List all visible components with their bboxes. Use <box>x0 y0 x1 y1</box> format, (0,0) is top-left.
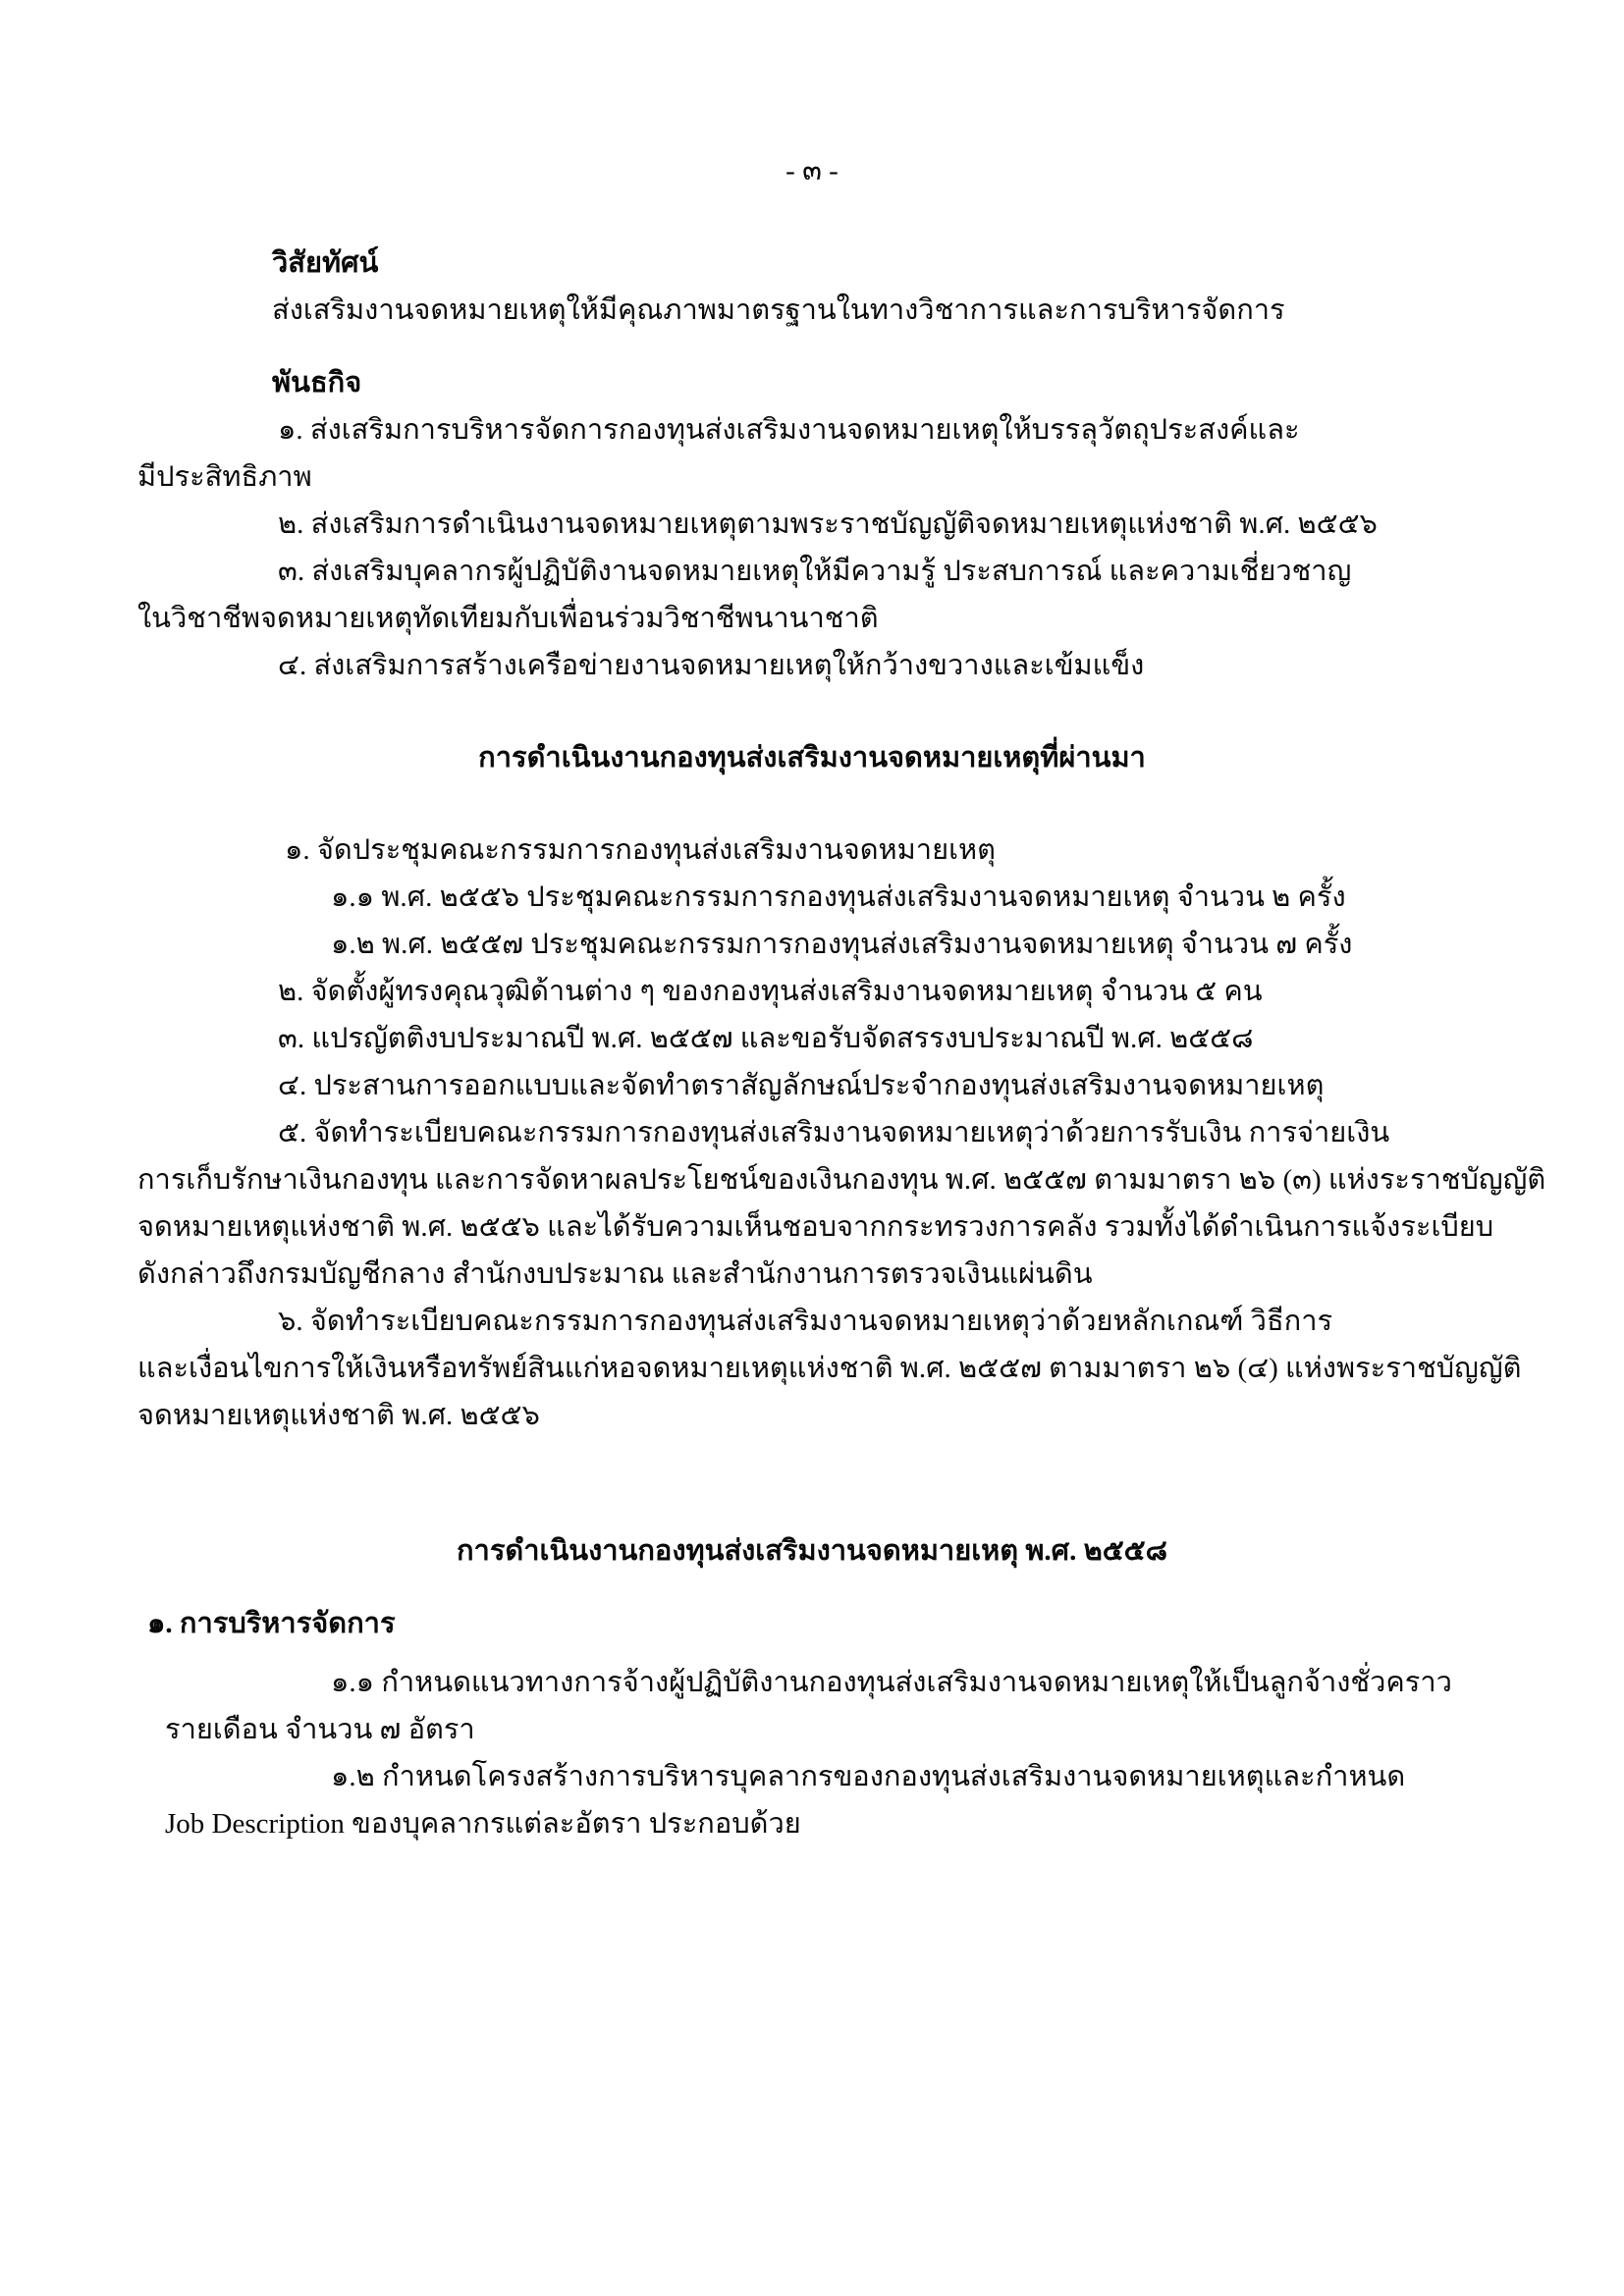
mission-item-4: ๔. ส่งเสริมการสร้างเครือข่ายงานจดหมายเหตุให้กว้างขวางและเข้มแข็ง <box>278 650 1145 681</box>
vision-heading: วิสัยทัศน์ <box>272 247 379 279</box>
past-item-5-cont-2: จดหมายเหตุแห่งชาติ พ.ศ. ๒๕๕๖ และได้รับความเห็นชอบจากกระทรวงการคลัง รวมทั้งได้ดำเนินการแจ้งระเบียบ <box>137 1211 1494 1243</box>
management-item-1-1: ๑.๑ กำหนดแนวทางการจ้างผู้ปฏิบัติงานกองทุนส่งเสริมงานจดหมายเหตุให้เป็นลูกจ้างชั่วคราว <box>331 1667 1452 1698</box>
management-heading: ๑. การบริหารจัดการ <box>147 1608 396 1639</box>
mission-item-3: ๓. ส่งเสริมบุคลากรผู้ปฏิบัติงานจดหมายเหตุให้มีความรู้ ประสบการณ์ และความเชี่ยวชาญ <box>278 556 1352 587</box>
past-operations-heading: การดำเนินงานกองทุนส่งเสริมงานจดหมายเหตุที่ผ่านมา <box>478 742 1146 774</box>
mission-item-1-cont: มีประสิทธิภาพ <box>137 461 312 493</box>
past-item-3: ๓. แปรญัตติงบประมาณปี พ.ศ. ๒๕๕๗ และขอรับจัดสรรงบประมาณปี พ.ศ. ๒๕๕๘ <box>278 1023 1254 1054</box>
past-item-6-cont-1: และเงื่อนไขการให้เงินหรือทรัพย์สินแก่หอจดหมายเหตุแห่งชาติ พ.ศ. ๒๕๕๗ ตามมาตรา ๒๖ (๔) แห่งพระราชบัญญัติ <box>137 1353 1522 1384</box>
past-item-5-cont-1: การเก็บรักษาเงินกองทุน และการจัดหาผลประโยชน์ของเงินกองทุน พ.ศ. ๒๕๕๗ ตามมาตรา ๒๖ (๓) แห่งระราชบัญญัติ <box>137 1164 1546 1196</box>
vision-text: ส่งเสริมงานจดหมายเหตุให้มีคุณภาพมาตรฐานในทางวิชาการและการบริหารจัดการ <box>272 294 1285 326</box>
past-item-5-cont-3: ดังกล่าวถึงกรมบัญชีกลาง สำนักงบประมาณ และสำนักงานการตรวจเงินแผ่นดิน <box>137 1258 1093 1290</box>
past-item-1-2: ๑.๒ พ.ศ. ๒๕๕๗ ประชุมคณะกรรมการกองทุนส่งเสริมงานจดหมายเหตุ จำนวน ๗ ครั้ง <box>331 929 1353 960</box>
past-item-5: ๕. จัดทำระเบียบคณะกรรมการกองทุนส่งเสริมงานจดหมายเหตุว่าด้วยการรับเงิน การจ่ายเงิน <box>278 1117 1390 1148</box>
management-item-1-2: ๑.๒ กำหนดโครงสร้างการบริหารบุคลากรของกองทุนส่งเสริมงานจดหมายเหตุและกำหนด <box>331 1761 1406 1792</box>
past-item-2: ๒. จัดตั้งผู้ทรงคุณวุฒิด้านต่าง ๆ ของกองทุนส่งเสริมงานจดหมายเหตุ จำนวน ๕ คน <box>278 976 1263 1007</box>
past-item-4: ๔. ประสานการออกแบบและจัดทำตราสัญลักษณ์ประจำกองทุนส่งเสริมงานจดหมายเหตุ <box>278 1070 1325 1101</box>
past-item-6: ๖. จัดทำระเบียบคณะกรรมการกองทุนส่งเสริมงานจดหมายเหตุว่าด้วยหลักเกณฑ์ วิธีการ <box>278 1306 1333 1337</box>
mission-item-1: ๑. ส่งเสริมการบริหารจัดการกองทุนส่งเสริมงานจดหมายเหตุให้บรรลุวัตถุประสงค์และ <box>278 414 1300 446</box>
mission-heading: พันธกิจ <box>272 367 362 399</box>
mission-item-2: ๒. ส่งเสริมการดำเนินงานจดหมายเหตุตามพระราชบัญญัติจดหมายเหตุแห่งชาติ พ.ศ. ๒๕๕๖ <box>278 508 1378 540</box>
past-item-1: ๑. จัดประชุมคณะกรรมการกองทุนส่งเสริมงานจดหมายเหตุ <box>285 834 996 866</box>
operations-2558-heading: การดำเนินงานกองทุนส่งเสริมงานจดหมายเหตุ พ.ศ. ๒๕๕๘ <box>457 1535 1167 1567</box>
management-item-1-2-cont: Job Description ของบุคลากรแต่ละอัตรา ประกอบด้วย <box>165 1808 801 1840</box>
mission-item-3-cont: ในวิชาชีพจดหมายเหตุทัดเทียมกับเพื่อนร่วมวิชาชีพนานาชาติ <box>137 603 879 634</box>
page-number: - ๓ - <box>785 155 839 187</box>
management-item-1-1-cont: รายเดือน จำนวน ๗ อัตรา <box>165 1714 475 1745</box>
past-item-1-1: ๑.๑ พ.ศ. ๒๕๕๖ ประชุมคณะกรรมการกองทุนส่งเสริมงานจดหมายเหตุ จำนวน ๒ ครั้ง <box>331 881 1346 913</box>
document-body <box>137 240 1546 1847</box>
past-item-6-cont-2: จดหมายเหตุแห่งชาติ พ.ศ. ๒๕๕๖ <box>137 1400 540 1431</box>
